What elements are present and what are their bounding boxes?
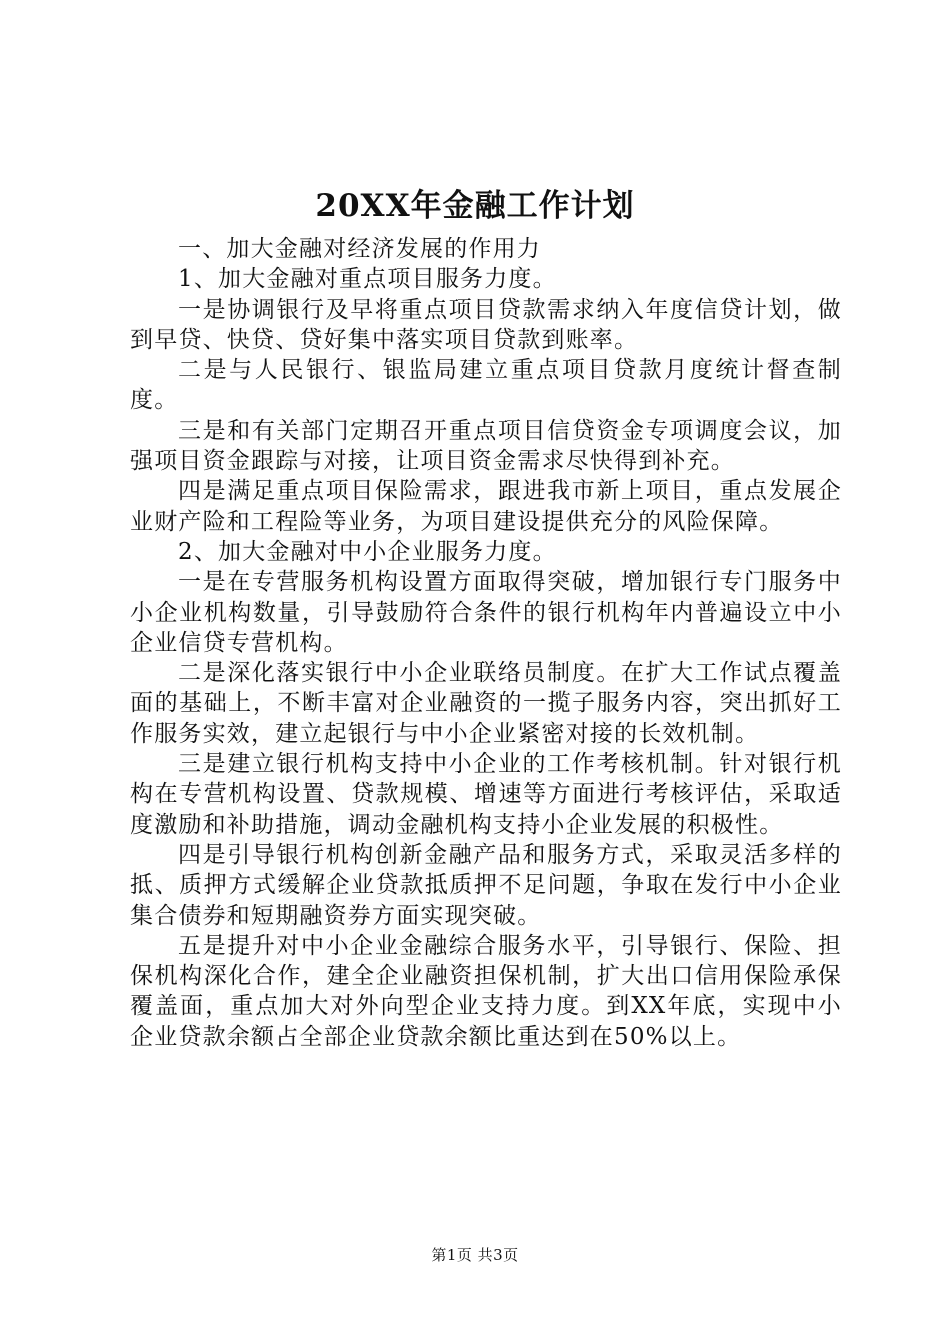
body-paragraph: 五是提升对中小企业金融综合服务水平，引导银行、保险、担保机构深化合作，建全企业融资担保机制，扩大出口信用保险承保覆盖面，重点加大对外向型企业支持力度。到XX年底，实现中小企业贷款余额占全部企业贷款余额比重达到在50%以上。 [130,932,842,1050]
body-paragraph: 三是建立银行机构支持中小企业的工作考核机制。针对银行机构在专营机构设置、贷款规模、增速等方面进行考核评估，采取适度激励和补助措施，调动金融机构支持小企业发展的积极性。 [130,751,842,838]
body-paragraph: 四是满足重点项目保险需求，跟进我市新上项目，重点发展企业财产险和工程险等业务，为项目建设提供充分的风险保障。 [130,478,842,535]
body-paragraph: 一是在专营服务机构设置方面取得突破，增加银行专门服务中小企业机构数量，引导鼓励符合条件的银行机构年内普遍设立中小企业信贷专营机构。 [130,569,842,656]
section-heading: 一、加大金融对经济发展的作用力 [178,236,541,262]
body-paragraph: 四是引导银行机构创新金融产品和服务方式，采取灵活多样的抵、质押方式缓解企业贷款抵质押不足问题，争取在发行中小企业集合债券和短期融资券方面实现突破。 [130,841,842,929]
page-number-footer: 第1页 共3页 [431,1246,519,1264]
document-title: 20XX年金融工作计划 [315,188,635,224]
body-paragraph: 三是和有关部门定期召开重点项目信贷资金专项调度会议，加强项目资金跟踪与对接，让项目资金需求尽快得到补充。 [130,417,842,475]
body-paragraph: 二是深化落实银行中小企业联络员制度。在扩大工作试点覆盖面的基础上，不断丰富对企业融资的一揽子服务内容，突出抓好工作服务实效，建立起银行与中小企业紧密对接的长效机制。 [130,660,842,747]
subsection-heading: 1、加大金融对重点项目服务力度。 [178,266,557,293]
body-paragraph: 二是与人民银行、银监局建立重点项目贷款月度统计督查制度。 [130,357,842,414]
subsection-heading: 2、加大金融对中小企业服务力度。 [178,538,557,565]
body-paragraph: 一是协调银行及早将重点项目贷款需求纳入年度信贷计划，做到早贷、快贷、贷好集中落实项目贷款到账率。 [130,296,842,353]
document-body [130,234,842,1052]
